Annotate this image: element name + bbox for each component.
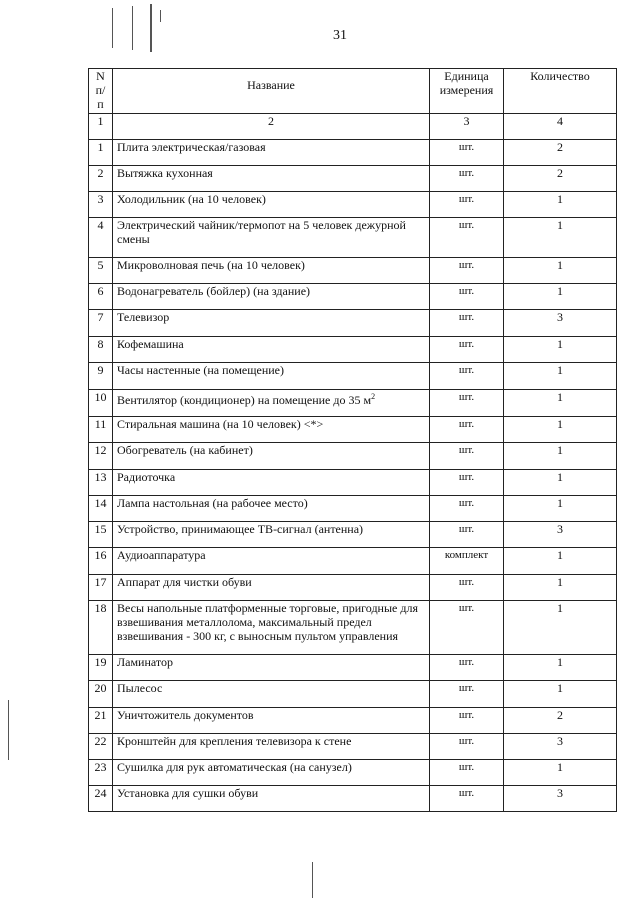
row-name-text: Вентилятор (кондиционер) на помещение до 35 м xyxy=(117,393,372,407)
row-quantity: 2 xyxy=(504,140,617,166)
row-unit: шт. xyxy=(430,192,504,218)
row-number: 20 xyxy=(89,681,113,708)
row-name-text: Аппарат для чистки обуви xyxy=(117,575,252,589)
row-number: 12 xyxy=(89,443,113,470)
row-name xyxy=(113,218,430,258)
row-quantity: 1 xyxy=(504,601,617,655)
row-unit: шт. xyxy=(430,166,504,192)
table-row xyxy=(89,192,617,218)
row-name xyxy=(113,363,430,390)
row-unit: шт. xyxy=(430,760,504,786)
table-row xyxy=(89,575,617,601)
row-name xyxy=(113,258,430,284)
row-name xyxy=(113,601,430,655)
row-name xyxy=(113,140,430,166)
row-unit: шт. xyxy=(430,575,504,601)
row-number: 1 xyxy=(89,140,113,166)
row-number: 23 xyxy=(89,760,113,786)
row-unit: комплект xyxy=(430,548,504,575)
row-name-text: Сушилка для рук автоматическая (на санузел) xyxy=(117,760,352,774)
row-unit: шт. xyxy=(430,140,504,166)
row-unit: шт. xyxy=(430,337,504,363)
row-quantity: 2 xyxy=(504,166,617,192)
row-unit: шт. xyxy=(430,310,504,337)
table-row xyxy=(89,786,617,812)
row-name xyxy=(113,417,430,443)
row-name xyxy=(113,655,430,681)
row-name xyxy=(113,548,430,575)
table-row xyxy=(89,443,617,470)
row-quantity: 2 xyxy=(504,708,617,734)
row-number: 3 xyxy=(89,192,113,218)
row-name-text: Электрический чайник/термопот на 5 человек дежурной смены xyxy=(117,218,406,246)
row-name-text: Плита электрическая/газовая xyxy=(117,140,266,154)
row-number: 2 xyxy=(89,166,113,192)
row-unit: шт. xyxy=(430,655,504,681)
table-row xyxy=(89,284,617,310)
table-row xyxy=(89,601,617,655)
row-name-text: Часы настенные (на помещение) xyxy=(117,363,284,377)
row-number: 21 xyxy=(89,708,113,734)
row-number: 19 xyxy=(89,655,113,681)
row-number: 11 xyxy=(89,417,113,443)
row-quantity: 1 xyxy=(504,681,617,708)
table-row xyxy=(89,417,617,443)
header-num: N п/п xyxy=(89,69,113,114)
row-name-text: Микроволновая печь (на 10 человек) xyxy=(117,258,305,272)
row-number: 13 xyxy=(89,470,113,496)
table-row xyxy=(89,218,617,258)
row-number: 7 xyxy=(89,310,113,337)
table-row xyxy=(89,337,617,363)
row-unit: шт. xyxy=(430,218,504,258)
row-number: 5 xyxy=(89,258,113,284)
row-unit: шт. xyxy=(430,390,504,417)
table-row xyxy=(89,522,617,548)
header-qty: Количество xyxy=(504,69,617,114)
row-quantity: 3 xyxy=(504,786,617,812)
row-quantity: 1 xyxy=(504,760,617,786)
table-row xyxy=(89,734,617,760)
row-quantity: 1 xyxy=(504,258,617,284)
row-number: 16 xyxy=(89,548,113,575)
row-name-text: Устройство, принимающее ТВ-сигнал (антенна) xyxy=(117,522,364,536)
scan-mark-bottom xyxy=(312,862,313,898)
row-unit: шт. xyxy=(430,786,504,812)
index-cell: 2 xyxy=(113,114,430,140)
table-row xyxy=(89,140,617,166)
row-number: 18 xyxy=(89,601,113,655)
row-unit: шт. xyxy=(430,258,504,284)
row-number: 8 xyxy=(89,337,113,363)
row-name xyxy=(113,192,430,218)
row-unit: шт. xyxy=(430,681,504,708)
row-name xyxy=(113,310,430,337)
row-name xyxy=(113,760,430,786)
row-name xyxy=(113,390,430,417)
row-number: 9 xyxy=(89,363,113,390)
column-index-row xyxy=(89,114,617,140)
row-unit: шт. xyxy=(430,734,504,760)
row-number: 24 xyxy=(89,786,113,812)
row-name-text: Телевизор xyxy=(117,310,170,324)
table-row xyxy=(89,760,617,786)
table-row xyxy=(89,708,617,734)
row-name-text: Лампа настольная (на рабочее место) xyxy=(117,496,308,510)
row-name-text: Вытяжка кухонная xyxy=(117,166,213,180)
scan-mark-left xyxy=(8,700,9,760)
row-quantity: 1 xyxy=(504,390,617,417)
row-quantity: 1 xyxy=(504,417,617,443)
table-row xyxy=(89,166,617,192)
row-name-text: Кронштейн для крепления телевизора к стене xyxy=(117,734,352,748)
page-number: 31 xyxy=(333,28,347,43)
row-quantity: 1 xyxy=(504,192,617,218)
row-quantity: 1 xyxy=(504,496,617,522)
row-name xyxy=(113,708,430,734)
row-name-text: Кофемашина xyxy=(117,337,184,351)
row-name xyxy=(113,522,430,548)
row-number: 10 xyxy=(89,390,113,417)
row-quantity: 1 xyxy=(504,363,617,390)
row-name xyxy=(113,681,430,708)
row-quantity: 3 xyxy=(504,734,617,760)
row-name-text: Обогреватель (на кабинет) xyxy=(117,443,253,457)
row-number: 15 xyxy=(89,522,113,548)
row-name xyxy=(113,166,430,192)
row-quantity: 3 xyxy=(504,522,617,548)
row-quantity: 1 xyxy=(504,284,617,310)
table-row xyxy=(89,681,617,708)
superscript: 2 xyxy=(371,392,376,401)
row-name xyxy=(113,575,430,601)
row-name xyxy=(113,786,430,812)
row-quantity: 1 xyxy=(504,218,617,258)
row-number: 4 xyxy=(89,218,113,258)
table-row xyxy=(89,470,617,496)
table-row xyxy=(89,655,617,681)
row-name-text: Стиральная машина (на 10 человек) <*> xyxy=(117,417,324,431)
index-cell: 1 xyxy=(89,114,113,140)
row-name xyxy=(113,470,430,496)
row-name-text: Пылесос xyxy=(117,681,163,695)
table-row xyxy=(89,258,617,284)
row-name xyxy=(113,734,430,760)
row-name-text: Уничтожитель документов xyxy=(117,708,254,722)
table-row xyxy=(89,548,617,575)
row-name xyxy=(113,284,430,310)
row-quantity: 1 xyxy=(504,443,617,470)
row-name-text: Аудиоаппаратура xyxy=(117,548,206,562)
row-unit: шт. xyxy=(430,470,504,496)
header-name: Название xyxy=(113,69,430,114)
equipment-table xyxy=(88,68,617,812)
row-quantity: 1 xyxy=(504,575,617,601)
index-cell: 3 xyxy=(430,114,504,140)
table-row xyxy=(89,390,617,417)
row-name-text: Радиоточка xyxy=(117,470,176,484)
row-name-text: Ламинатор xyxy=(117,655,174,669)
row-unit: шт. xyxy=(430,601,504,655)
row-name xyxy=(113,337,430,363)
row-quantity: 1 xyxy=(504,548,617,575)
row-number: 6 xyxy=(89,284,113,310)
row-unit: шт. xyxy=(430,363,504,390)
row-name-text: Весы напольные платформенные торговые, пригодные для взвешивания металлолома, максимальный предел взвешивания - 300 кг, с выносным пультом управления xyxy=(117,601,418,643)
header-unit: Единица измерения xyxy=(430,69,504,114)
row-unit: шт. xyxy=(430,417,504,443)
row-name xyxy=(113,496,430,522)
row-unit: шт. xyxy=(430,522,504,548)
row-name-text: Установка для сушки обуви xyxy=(117,786,259,800)
table-row xyxy=(89,496,617,522)
row-name xyxy=(113,443,430,470)
row-quantity: 1 xyxy=(504,655,617,681)
row-name-text: Водонагреватель (бойлер) (на здание) xyxy=(117,284,311,298)
row-quantity: 1 xyxy=(504,470,617,496)
row-quantity: 3 xyxy=(504,310,617,337)
row-quantity: 1 xyxy=(504,337,617,363)
row-number: 17 xyxy=(89,575,113,601)
row-unit: шт. xyxy=(430,708,504,734)
table-header-row xyxy=(89,69,617,114)
row-unit: шт. xyxy=(430,496,504,522)
row-name-text: Холодильник (на 10 человек) xyxy=(117,192,266,206)
table-row xyxy=(89,363,617,390)
row-number: 14 xyxy=(89,496,113,522)
row-unit: шт. xyxy=(430,443,504,470)
row-number: 22 xyxy=(89,734,113,760)
table-row xyxy=(89,310,617,337)
index-cell: 4 xyxy=(504,114,617,140)
row-unit: шт. xyxy=(430,284,504,310)
